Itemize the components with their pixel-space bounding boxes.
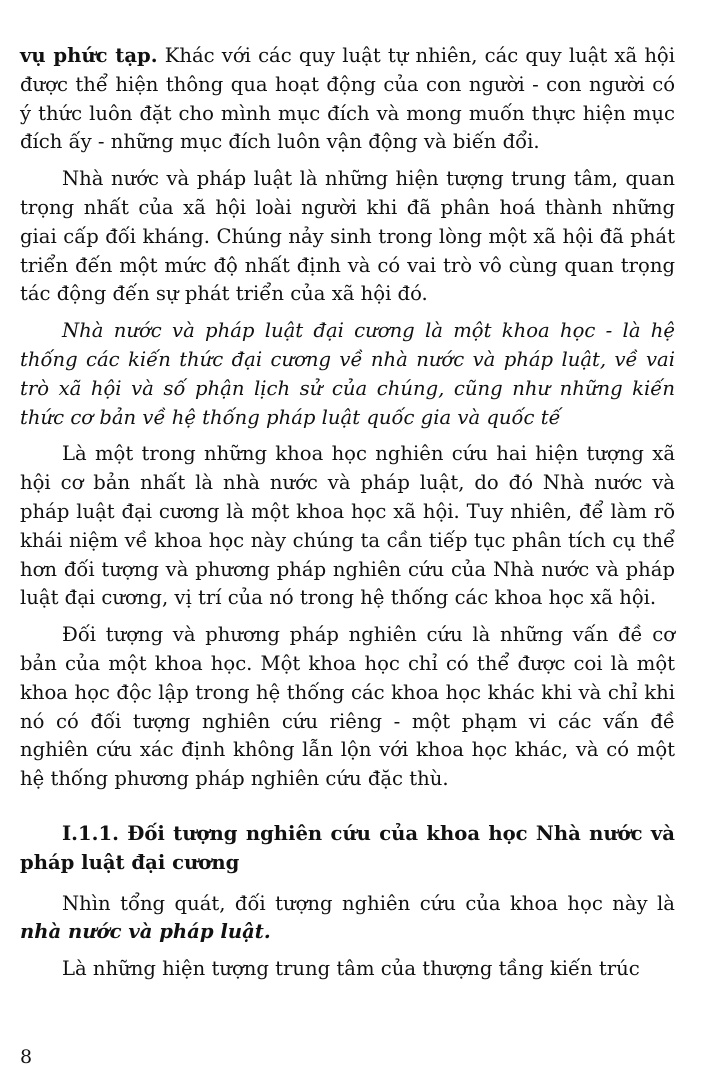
paragraph-3-definition: Nhà nước và pháp luật đại cương là một khoa học - là hệ thống các kiến thức đại cương về nhà nước và pháp luật, về vai trò xã hội và số phận lịch sử của chúng, cũng như những kiến thức cơ bản về hệ thống pháp luật quốc gia và quốc tế [20,319,675,429]
paragraph-1-lead: vụ phức tạp. [20,44,158,67]
paragraph-6-body: Nhìn tổng quát, đối tượng nghiên cứu của khoa học này là [62,891,675,915]
paragraph-1-body: Khác với các quy luật tự nhiên, các quy luật xã hội được thể hiện thông qua hoạt động của con người - con người có ý thức luôn đặt cho mình mục đích và mong muốn thực hiện mục đích ấy - những mục đích luôn vận động và biến đổi. [20,44,675,154]
paragraph-7: Là những hiện tượng trung tâm của thượng tầng kiến trúc [62,957,640,981]
document-page [20,42,675,984]
paragraph-6 [20,890,675,948]
page-number: 8 [20,1046,33,1068]
paragraph-4: Là một trong những khoa học nghiên cứu hai hiện tượng xã hội cơ bản nhất là nhà nước và pháp luật, do đó Nhà nước và pháp luật đại cương là một khoa học xã hội. Tuy nhiên, để làm rõ khái niệm về khoa học này chúng ta cần tiếp tục phân tích cụ thể hơn đối tượng và phương pháp nghiên cứu của Nhà nước và pháp luật đại cương, vị trí của nó trong hệ thống các khoa học xã hội. [20,442,675,610]
section-heading: I.1.1. Đối tượng nghiên cứu của khoa học Nhà nước và pháp luật đại cương [20,821,675,874]
paragraph-1 [20,42,675,157]
paragraph-2: Nhà nước và pháp luật là những hiện tượng trung tâm, quan trọng nhất của xã hội loài người khi đã phân hoá thành những giai cấp đối kháng. Chúng nảy sinh trong lòng một xã hội đã phát triển đến một mức độ nhất định và có vai trò vô cùng quan trọng tác động đến sự phát triển của xã hội đó. [20,167,675,306]
paragraph-5: Đối tượng và phương pháp nghiên cứu là những vấn đề cơ bản của một khoa học. Một khoa học chỉ có thể được coi là một khoa học độc lập trong hệ thống các khoa học khác khi và chỉ khi nó có đối tượng nghiên cứu riêng - một phạm vi các vấn đề nghiên cứu xác định không lẫn lộn với khoa học khác, và có một hệ thống phương pháp nghiên cứu đặc thù. [20,623,675,791]
paragraph-6-emphasis: nhà nước và pháp luật. [20,920,271,944]
